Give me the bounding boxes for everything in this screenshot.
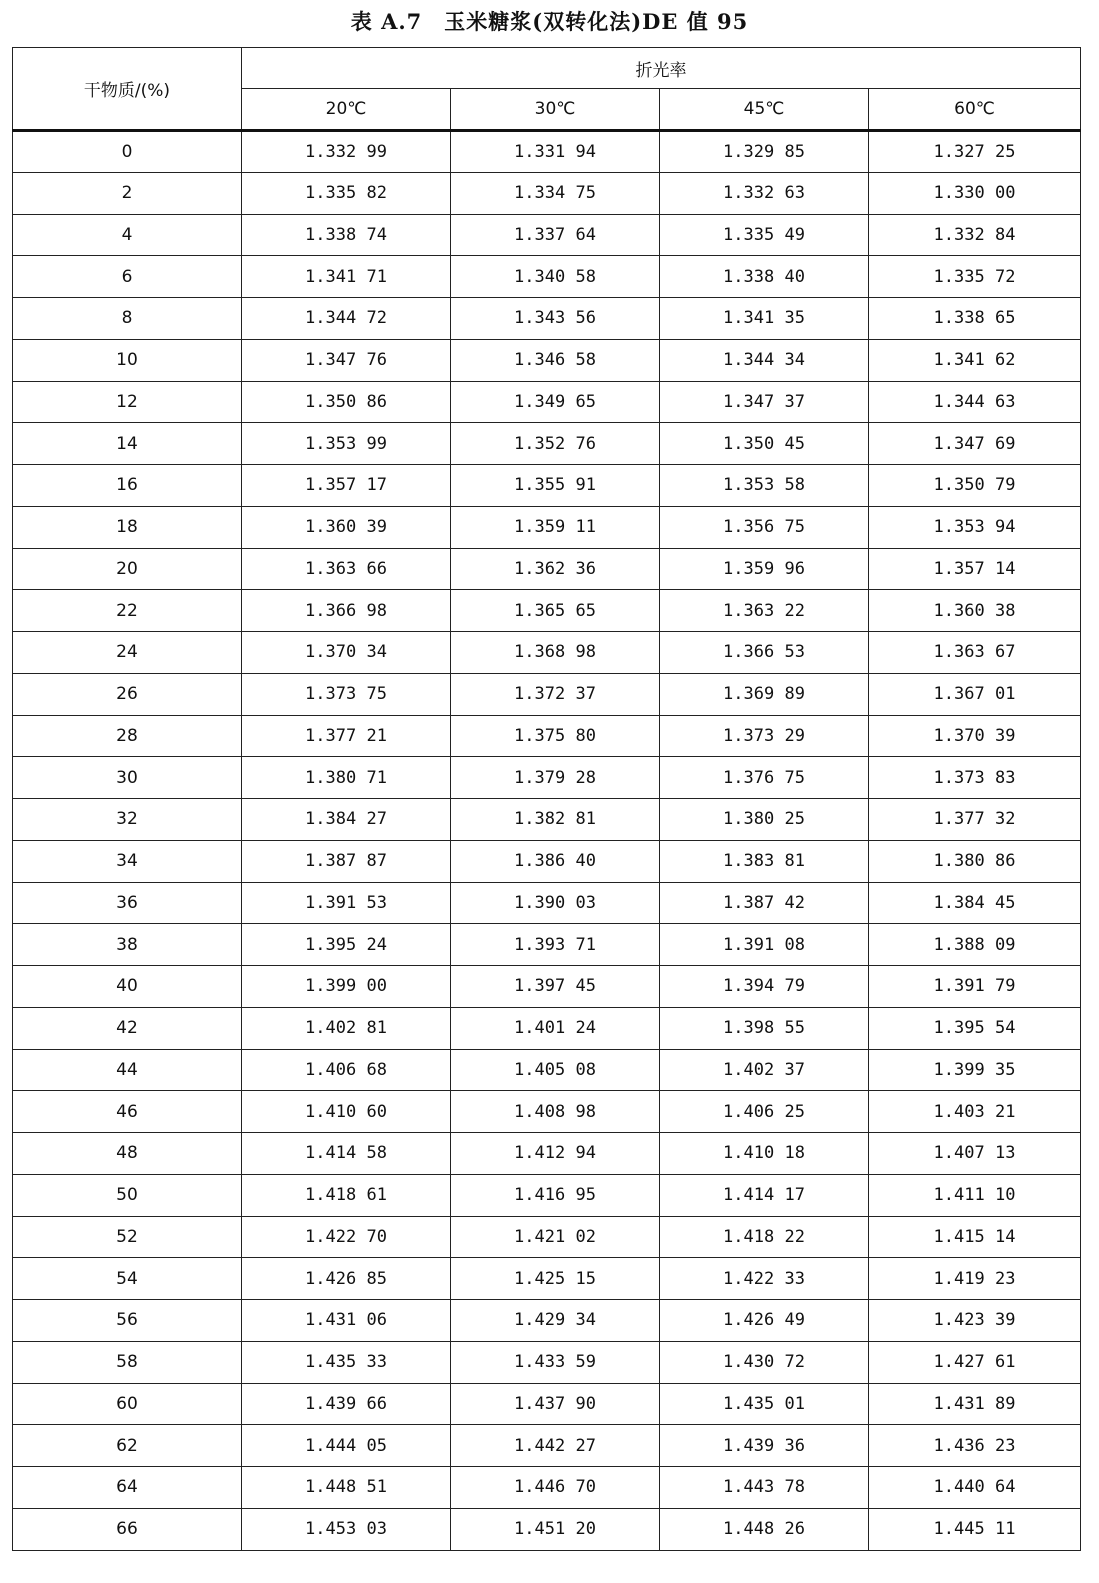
refractive-index-cell: 1.357 14	[869, 548, 1081, 590]
dry-matter-cell: 30	[13, 757, 242, 799]
dry-matter-cell: 38	[13, 924, 242, 966]
refractive-index-cell: 1.347 69	[869, 423, 1081, 465]
refractive-index-cell: 1.453 03	[242, 1508, 451, 1550]
refractive-index-cell: 1.407 13	[869, 1133, 1081, 1175]
refractive-index-cell: 1.387 42	[660, 882, 869, 924]
dry-matter-cell: 60	[13, 1383, 242, 1425]
table-row	[13, 1508, 1081, 1550]
refractive-index-cell: 1.423 39	[869, 1300, 1081, 1342]
dry-matter-cell: 2	[13, 172, 242, 214]
refractive-index-cell: 1.377 21	[242, 715, 451, 757]
refractive-index-cell: 1.334 75	[451, 172, 660, 214]
refractive-index-cell: 1.353 94	[869, 506, 1081, 548]
refractive-index-cell: 1.442 27	[451, 1425, 660, 1467]
table-row	[13, 715, 1081, 757]
refractive-index-cell: 1.332 63	[660, 172, 869, 214]
table-row	[13, 256, 1081, 298]
refractive-index-cell: 1.439 66	[242, 1383, 451, 1425]
refractive-index-cell: 1.330 00	[869, 172, 1081, 214]
refractive-index-cell: 1.366 53	[660, 632, 869, 674]
refractive-index-cell: 1.379 28	[451, 757, 660, 799]
refractive-index-cell: 1.359 96	[660, 548, 869, 590]
refractive-index-cell: 1.402 37	[660, 1049, 869, 1091]
table-row	[13, 966, 1081, 1008]
refractive-index-cell: 1.384 27	[242, 799, 451, 841]
temperature-header: 45℃	[660, 89, 869, 131]
refractive-index-cell: 1.391 08	[660, 924, 869, 966]
refractive-index-cell: 1.399 35	[869, 1049, 1081, 1091]
refractive-index-cell: 1.431 06	[242, 1300, 451, 1342]
refractive-index-cell: 1.444 05	[242, 1425, 451, 1467]
dry-matter-cell: 32	[13, 799, 242, 841]
dry-matter-cell: 52	[13, 1216, 242, 1258]
table-row	[13, 339, 1081, 381]
refractive-index-cell: 1.437 90	[451, 1383, 660, 1425]
dry-matter-cell: 58	[13, 1341, 242, 1383]
refractive-index-cell: 1.349 65	[451, 381, 660, 423]
refractive-index-cell: 1.387 87	[242, 840, 451, 882]
refractive-index-cell: 1.421 02	[451, 1216, 660, 1258]
refractive-index-cell: 1.390 03	[451, 882, 660, 924]
dry-matter-cell: 62	[13, 1425, 242, 1467]
refractive-index-cell: 1.395 24	[242, 924, 451, 966]
dry-matter-cell: 28	[13, 715, 242, 757]
dry-matter-cell: 22	[13, 590, 242, 632]
refractive-index-cell: 1.343 56	[451, 298, 660, 340]
refractive-index-cell: 1.405 08	[451, 1049, 660, 1091]
refractive-index-cell: 1.350 45	[660, 423, 869, 465]
dry-matter-cell: 40	[13, 966, 242, 1008]
refractive-index-cell: 1.369 89	[660, 673, 869, 715]
table-header	[13, 48, 1081, 131]
dry-matter-cell: 34	[13, 840, 242, 882]
temperature-header: 60℃	[869, 89, 1081, 131]
dry-matter-cell: 6	[13, 256, 242, 298]
refractive-index-cell: 1.415 14	[869, 1216, 1081, 1258]
refractive-index-cell: 1.367 01	[869, 673, 1081, 715]
refractive-index-cell: 1.373 29	[660, 715, 869, 757]
refractive-index-cell: 1.373 75	[242, 673, 451, 715]
refractive-index-cell: 1.363 66	[242, 548, 451, 590]
refractive-index-cell: 1.376 75	[660, 757, 869, 799]
refractive-index-cell: 1.443 78	[660, 1467, 869, 1509]
refractive-index-cell: 1.403 21	[869, 1091, 1081, 1133]
refractive-index-cell: 1.406 68	[242, 1049, 451, 1091]
dry-matter-cell: 8	[13, 298, 242, 340]
refractive-index-cell: 1.372 37	[451, 673, 660, 715]
dry-matter-cell: 16	[13, 465, 242, 507]
table-row	[13, 1049, 1081, 1091]
refractive-index-cell: 1.410 18	[660, 1133, 869, 1175]
table-row	[13, 840, 1081, 882]
refractive-index-cell: 1.363 22	[660, 590, 869, 632]
refractive-index-cell: 1.440 64	[869, 1467, 1081, 1509]
refractive-index-cell: 1.365 65	[451, 590, 660, 632]
refractive-index-cell: 1.422 33	[660, 1258, 869, 1300]
refractive-index-cell: 1.427 61	[869, 1341, 1081, 1383]
refractive-index-cell: 1.388 09	[869, 924, 1081, 966]
refractive-index-cell: 1.386 40	[451, 840, 660, 882]
table-row	[13, 1174, 1081, 1216]
table-row	[13, 1091, 1081, 1133]
dry-matter-cell: 0	[13, 131, 242, 173]
refractive-index-table	[12, 47, 1081, 1551]
refractive-index-cell: 1.446 70	[451, 1467, 660, 1509]
dry-matter-cell: 50	[13, 1174, 242, 1216]
refractive-index-cell: 1.431 89	[869, 1383, 1081, 1425]
refractive-index-cell: 1.344 34	[660, 339, 869, 381]
temperature-header: 30℃	[451, 89, 660, 131]
table-row	[13, 214, 1081, 256]
refractive-index-cell: 1.399 00	[242, 966, 451, 1008]
table-row	[13, 1467, 1081, 1509]
refractive-index-cell: 1.338 74	[242, 214, 451, 256]
table-row	[13, 1007, 1081, 1049]
refractive-index-cell: 1.439 36	[660, 1425, 869, 1467]
refractive-index-cell: 1.380 71	[242, 757, 451, 799]
table-row	[13, 1258, 1081, 1300]
refractive-index-cell: 1.426 49	[660, 1300, 869, 1342]
refractive-index-cell: 1.359 11	[451, 506, 660, 548]
refractive-index-cell: 1.383 81	[660, 840, 869, 882]
refractive-index-cell: 1.337 64	[451, 214, 660, 256]
refractive-index-cell: 1.402 81	[242, 1007, 451, 1049]
refractive-index-header: 折光率	[242, 48, 1081, 89]
dry-matter-cell: 54	[13, 1258, 242, 1300]
table-title: 表 A.7 玉米糖浆(双转化法)DE 值 95	[350, 9, 749, 34]
table-row	[13, 1300, 1081, 1342]
refractive-index-cell: 1.408 98	[451, 1091, 660, 1133]
refractive-index-cell: 1.382 81	[451, 799, 660, 841]
refractive-index-cell: 1.425 15	[451, 1258, 660, 1300]
refractive-index-cell: 1.422 70	[242, 1216, 451, 1258]
refractive-index-cell: 1.353 99	[242, 423, 451, 465]
refractive-index-cell: 1.356 75	[660, 506, 869, 548]
refractive-index-cell: 1.340 58	[451, 256, 660, 298]
refractive-index-cell: 1.393 71	[451, 924, 660, 966]
dry-matter-cell: 10	[13, 339, 242, 381]
refractive-index-cell: 1.331 94	[451, 131, 660, 173]
refractive-index-cell: 1.414 58	[242, 1133, 451, 1175]
refractive-index-cell: 1.384 45	[869, 882, 1081, 924]
refractive-index-cell: 1.451 20	[451, 1508, 660, 1550]
refractive-index-cell: 1.401 24	[451, 1007, 660, 1049]
refractive-index-cell: 1.347 37	[660, 381, 869, 423]
refractive-index-cell: 1.355 91	[451, 465, 660, 507]
refractive-index-cell: 1.362 36	[451, 548, 660, 590]
refractive-index-cell: 1.360 38	[869, 590, 1081, 632]
refractive-index-cell: 1.370 34	[242, 632, 451, 674]
refractive-index-cell: 1.411 10	[869, 1174, 1081, 1216]
dry-matter-cell: 66	[13, 1508, 242, 1550]
refractive-index-cell: 1.419 23	[869, 1258, 1081, 1300]
refractive-index-cell: 1.430 72	[660, 1341, 869, 1383]
refractive-index-cell: 1.375 80	[451, 715, 660, 757]
refractive-index-cell: 1.327 25	[869, 131, 1081, 173]
dry-matter-cell: 64	[13, 1467, 242, 1509]
refractive-index-cell: 1.350 79	[869, 465, 1081, 507]
refractive-index-cell: 1.418 22	[660, 1216, 869, 1258]
table-row	[13, 548, 1081, 590]
table-row	[13, 506, 1081, 548]
table-row	[13, 757, 1081, 799]
refractive-index-cell: 1.435 33	[242, 1341, 451, 1383]
refractive-index-cell: 1.436 23	[869, 1425, 1081, 1467]
dry-matter-header: 干物质/(%)	[13, 48, 242, 131]
refractive-index-cell: 1.448 26	[660, 1508, 869, 1550]
dry-matter-cell: 4	[13, 214, 242, 256]
refractive-index-cell: 1.368 98	[451, 632, 660, 674]
refractive-index-cell: 1.366 98	[242, 590, 451, 632]
refractive-index-cell: 1.352 76	[451, 423, 660, 465]
refractive-index-cell: 1.397 45	[451, 966, 660, 1008]
table-row	[13, 799, 1081, 841]
refractive-index-cell: 1.398 55	[660, 1007, 869, 1049]
refractive-index-cell: 1.341 71	[242, 256, 451, 298]
refractive-index-cell: 1.435 01	[660, 1383, 869, 1425]
refractive-index-cell: 1.412 94	[451, 1133, 660, 1175]
refractive-index-cell: 1.429 34	[451, 1300, 660, 1342]
refractive-index-cell: 1.353 58	[660, 465, 869, 507]
refractive-index-cell: 1.338 65	[869, 298, 1081, 340]
table-row	[13, 924, 1081, 966]
refractive-index-cell: 1.335 49	[660, 214, 869, 256]
refractive-index-cell: 1.346 58	[451, 339, 660, 381]
refractive-index-cell: 1.394 79	[660, 966, 869, 1008]
dry-matter-cell: 42	[13, 1007, 242, 1049]
refractive-index-cell: 1.363 67	[869, 632, 1081, 674]
refractive-index-cell: 1.347 76	[242, 339, 451, 381]
dry-matter-cell: 26	[13, 673, 242, 715]
refractive-index-cell: 1.395 54	[869, 1007, 1081, 1049]
dry-matter-cell: 46	[13, 1091, 242, 1133]
table-row	[13, 298, 1081, 340]
refractive-index-cell: 1.410 60	[242, 1091, 451, 1133]
refractive-index-cell: 1.373 83	[869, 757, 1081, 799]
table-row	[13, 590, 1081, 632]
dry-matter-cell: 20	[13, 548, 242, 590]
refractive-index-cell: 1.338 40	[660, 256, 869, 298]
refractive-index-cell: 1.377 32	[869, 799, 1081, 841]
refractive-index-cell: 1.370 39	[869, 715, 1081, 757]
dry-matter-cell: 36	[13, 882, 242, 924]
table-row	[13, 673, 1081, 715]
dry-matter-cell: 18	[13, 506, 242, 548]
table-row	[13, 131, 1081, 173]
refractive-index-cell: 1.332 84	[869, 214, 1081, 256]
refractive-index-cell: 1.329 85	[660, 131, 869, 173]
refractive-index-cell: 1.391 53	[242, 882, 451, 924]
refractive-index-cell: 1.433 59	[451, 1341, 660, 1383]
table-row	[13, 1216, 1081, 1258]
table-row	[13, 1133, 1081, 1175]
refractive-index-cell: 1.406 25	[660, 1091, 869, 1133]
refractive-index-cell: 1.344 72	[242, 298, 451, 340]
table-row	[13, 465, 1081, 507]
refractive-index-cell: 1.391 79	[869, 966, 1081, 1008]
refractive-index-cell: 1.335 72	[869, 256, 1081, 298]
refractive-index-cell: 1.380 86	[869, 840, 1081, 882]
dry-matter-cell: 48	[13, 1133, 242, 1175]
table-row	[13, 1425, 1081, 1467]
table-row	[13, 1383, 1081, 1425]
table-row	[13, 632, 1081, 674]
refractive-index-cell: 1.332 99	[242, 131, 451, 173]
table-body	[13, 131, 1081, 1551]
refractive-index-cell: 1.448 51	[242, 1467, 451, 1509]
refractive-index-cell: 1.341 62	[869, 339, 1081, 381]
refractive-index-cell: 1.418 61	[242, 1174, 451, 1216]
dry-matter-cell: 12	[13, 381, 242, 423]
refractive-index-cell: 1.426 85	[242, 1258, 451, 1300]
refractive-index-cell: 1.357 17	[242, 465, 451, 507]
dry-matter-cell: 56	[13, 1300, 242, 1342]
refractive-index-cell: 1.335 82	[242, 172, 451, 214]
table-row	[13, 172, 1081, 214]
refractive-index-cell: 1.360 39	[242, 506, 451, 548]
refractive-index-cell: 1.341 35	[660, 298, 869, 340]
dry-matter-cell: 14	[13, 423, 242, 465]
refractive-index-cell: 1.416 95	[451, 1174, 660, 1216]
table-row	[13, 423, 1081, 465]
refractive-index-cell: 1.380 25	[660, 799, 869, 841]
table-row	[13, 381, 1081, 423]
refractive-index-cell: 1.445 11	[869, 1508, 1081, 1550]
dry-matter-cell: 24	[13, 632, 242, 674]
refractive-index-cell: 1.344 63	[869, 381, 1081, 423]
refractive-index-cell: 1.414 17	[660, 1174, 869, 1216]
temperature-header: 20℃	[242, 89, 451, 131]
table-row	[13, 882, 1081, 924]
refractive-index-cell: 1.350 86	[242, 381, 451, 423]
table-row	[13, 1341, 1081, 1383]
dry-matter-cell: 44	[13, 1049, 242, 1091]
